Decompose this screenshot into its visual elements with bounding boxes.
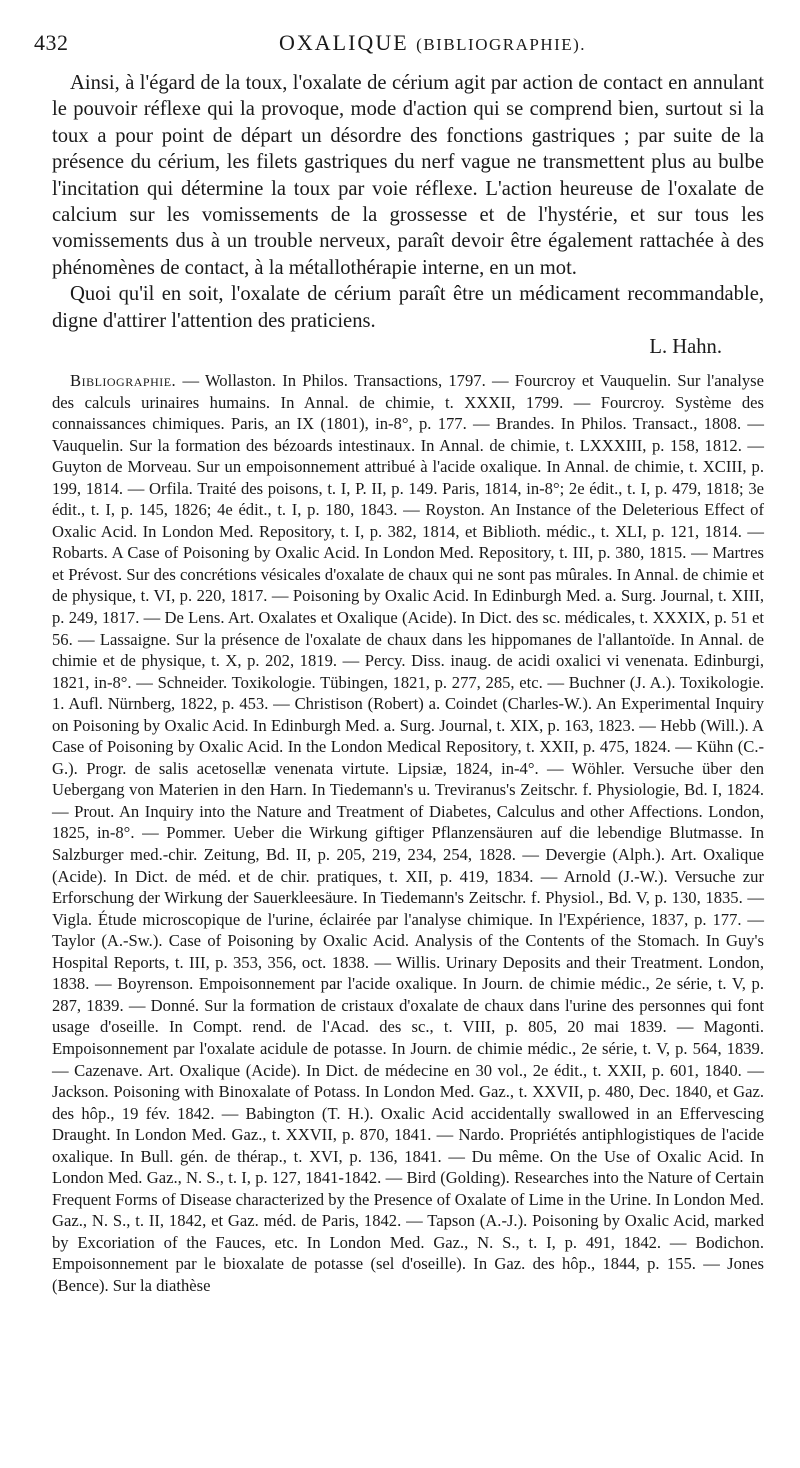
- running-title-subtitle: (BIBLIOGRAPHIE).: [416, 35, 587, 54]
- article-body: [52, 70, 764, 360]
- bibliography-heading: Bibliographie.: [70, 371, 177, 390]
- body-paragraph-1: Ainsi, à l'égard de la toux, l'oxalate de cérium agit par action de contact en annulant le pouvoir réflexe qui la provoque, mode d'action qui se comprend bien, surtout si la toux a pour point de départ un désordre des fonctions gastriques ; par suite de la présence du cérium, les filets gastriques du nerf vague ne transmettent plus au bulbe l'incitation qui détermine la toux par voie réflexe. L'action heureuse de l'oxalate de calcium sur les vomissements de la grossesse et de l'hystérie, et sur tous les vomissements dus à un trouble nerveux, paraît devoir être également rattachée à des phénomènes de contact, à la métallothérapie interne, en un mot.: [52, 72, 764, 279]
- bibliography-text: — Wollaston. In Philos. Transactions, 1797. — Fourcroy et Vauquelin. Sur l'analyse des calculs urinaires humains. In Annal. de chimie, t. XXXII, 1799. — Fourcroy. Système des connaissances chimiques. Paris, an IX (1801), in-8°, p. 177. — Brandes. In Philos. Transact., 1808. — Vauquelin. Sur la formation des bézoards intestinaux. In Annal. de chimie, t. LXXXIII, p. 158, 1812. — Guyton de Morveau. Sur un empoisonnement attribué à l'acide oxalique. In Annal. de chimie, t. XCIII, p. 199, 1814. — Orfila. Traité des poisons, t. I, P. II, p. 149. Paris, 1814, in-8°; 2e édit., t. I, p. 479, 1818; 3e édit., t. I, p. 145, 1826; 4e édit., t. I, p. 180, 1843. — Royston. An Instance of the Deleterious Effect of Oxalic Acid. In London Med. Repository, t. I, p. 382, 1814, et Biblioth. médic., t. XLI, p. 121, 1814. — Robarts. A Case of Poisoning by Oxalic Acid. In London Med. Repository, t. III, p. 380, 1815. — Martres et Prévost. Sur des concrétions vésicales d'oxalate de chaux qui ne sont pas mûrales. In Annal. de chimie et de physique, t. VI, p. 220, 1817. — Poisoning by Oxalic Acid. In Edinburgh Med. a. Surg. Journal, t. XIII, p. 249, 1817. — De Lens. Art. Oxalates et Oxalique (Acide). In Dict. des sc. médicales, t. XXXIX, p. 51 et 56. — Lassaigne. Sur la présence de l'oxalate de chaux dans les hippomanes de l'allantoïde. In Annal. de chimie et de physique, t. X, p. 202, 1819. — Percy. Diss. inaug. de acidi oxalici vi venenata. Edinburgi, 1821, in-8°. — Schneider. Toxikologie. Tübingen, 1821, p. 277, 285, etc. — Buchner (J. A.). Toxikologie. 1. Aufl. Nürnberg, 1822, p. 453. — Christison (Robert) a. Coindet (Charles-W.). An Experimental Inquiry on Poisoning by Oxalic Acid. In Edinburgh Med. a. Surg. Journal, t. XIX, p. 163, 1823. — Hebb (Will.). A Case of Poisoning by Oxalic Acid. In the London Medical Repository, t. XXII, p. 475, 1824. — Kühn (C.-G.). Progr. de salis acetosellæ venenata virtute. Lipsiæ, 1824, in-4°. — Wöhler. Versuche über den Uebergang von Materien in den Harn. In Tiedemann's u. Treviranus's Zeitschr. f. Physiologie, Bd. I, 1824. — Prout. An Inquiry into the Nature and Treatment of Diabetes, Calculus and other Affections. London, 1825, in-8°. — Pommer. Ueber die Wirkung giftiger Pflanzensäuren auf die lebendige Blutmasse. In Salzburger med.-chir. Zeitung, Bd. II, p. 205, 219, 234, 254, 1828. — Devergie (Alph.). Art. Oxalique (Acide). In Dict. de méd. et de chir. pratiques, t. XII, p. 419, 1834. — Arnold (J.-W.). Versuche zur Erforschung der Wirkung der Sauerkleesäure. In Tiedemann's Zeitschr. f. Physiol., Bd. V, p. 130, 1835. — Vigla. Étude microscopique de l'urine, éclairée par l'analyse chimique. In l'Expérience, 1837, p. 177. — Taylor (A.-Sw.). Case of Poisoning by Oxalic Acid. Analysis of the Contents of the Stomach. In Guy's Hospital Reports, t. III, p. 353, 356, oct. 1838. — Willis. Urinary Deposits and their Treatment. London, 1838. — Boyrenson. Empoisonnement par l'acide oxalique. In Journ. de chimie médic., 2e série, t. V, p. 287, 1839. — Donné. Sur la formation de cristaux d'oxalate de chaux dans l'urine des personnes qui font usage d'oseille. In Compt. rend. de l'Acad. des sc., t. VIII, p. 805, 20 mai 1839. — Magonti. Empoisonnement par l'oxalate acidule de potasse. In Journ. de chimie médic., 2e série, t. V, p. 564, 1839. — Cazenave. Art. Oxalique (Acide). In Dict. de médecine en 30 vol., 2e édit., t. XXII, p. 601, 1840. — Jackson. Poisoning with Binoxalate of Potass. In London Med. Gaz., t. XXVII, p. 480, Dec. 1840, et Gaz. des hôp., 19 fév. 1842. — Babington (T. H.). Oxalic Acid accidentally swallowed in an Effervescing Draught. In London Med. Gaz., t. XXVII, p. 870, 1841. — Nardo. Propriétés antiphlogistiques de l'acide oxalique. In Bull. gén. de thérap., t. XVI, p. 136, 1841. — Du même. On the Use of Oxalic Acid. In London Med. Gaz., N. S., t. I, p. 127, 1841-1842. — Bird (Golding). Researches into the Nature of Certain Frequent Forms of Disease characterized by the Presence of Oxalate of Lime in the Urine. In London Med. Gaz., N. S., t. II, 1842, et Gaz. méd. de Paris, 1842. — Tapson (A.-J.). Poisoning by Oxalic Acid, marked by Excoriation of the Fauces, etc. In London Med. Gaz., N. S., t. I, p. 491, 1842. — Bodichon. Empoisonnement par le bioxalate de potasse (sel d'oseille). In Gaz. des hôp., 1844, p. 155. — Jones (Bence). Sur la diathèse: [52, 371, 764, 1295]
- bibliography-paragraph: [52, 370, 764, 1297]
- page-number: 432: [34, 30, 69, 55]
- running-title: [279, 30, 586, 56]
- running-head: [34, 30, 764, 62]
- signature-line: [52, 334, 764, 360]
- article-author: L. Hahn.: [649, 336, 722, 359]
- body-paragraph-2: Quoi qu'il en soit, l'oxalate de cérium paraît être un médicament recommandable, digne d'attirer l'attention des praticiens.: [52, 283, 764, 332]
- running-title-main: OXALIQUE: [279, 30, 409, 55]
- bibliography-section: [52, 370, 764, 1297]
